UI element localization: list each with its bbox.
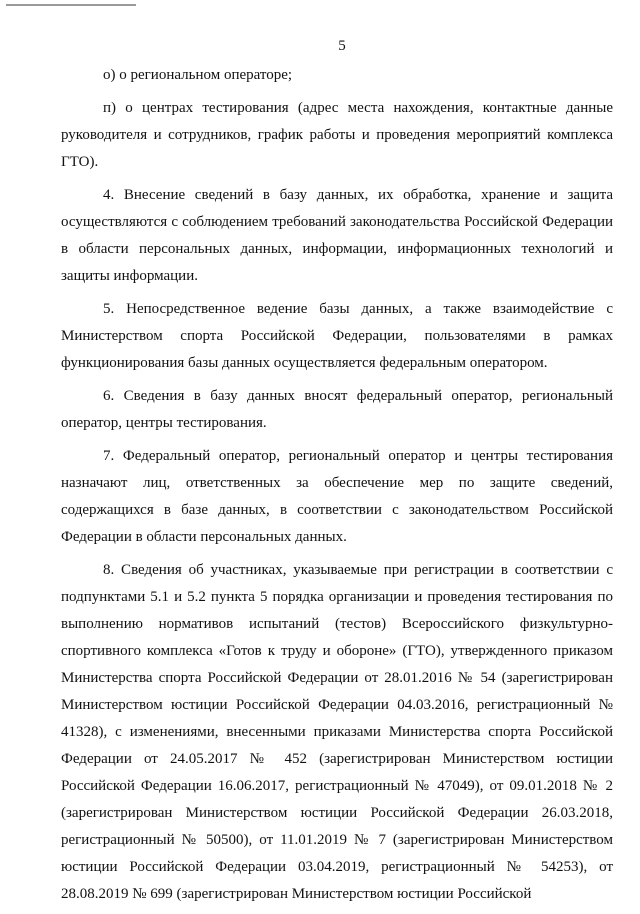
paragraph-4-data-entry: 4. Внесение сведений в базу данных, их обработка, хранение и защита осуществляются с соблюдением требований законодательства Российской Федерации в области персональных данных, информации, информационных технологий и защиты информации.	[61, 187, 613, 284]
paragraph-8-participant-info: 8. Сведения об участниках, указываемые при регистрации в соответствии с подпунктами 5.1 и 5.2 пункта 5 порядка организации и проведения тестирования по выполнению нормативов испытаний (тестов) Всероссийского физкультурно-спортивного комплекса «Готов к труду и обороне» (ГТО), утвержденного приказом Министерства спорта Российской Федерации от 28.01.2016 № 54 (зарегистрирован Министерством юстиции Российской Федерации 04.03.2016, регистрационный № 41328), с изменениями, внесенными приказами Министерства спорта Российской Федерации от 24.05.2017 № 452 (зарегистрирован Министерством юстиции Российской Федерации 16.06.2017, регистрационный № 47049), от 09.01.2018 № 2 (зарегистрирован Министерством юстиции Российской Федерации 26.03.2018, регистрационный № 50500), от 11.01.2019 № 7 (зарегистрирован Министерством юстиции Российской Федерации 03.04.2019, регистрационный № 54253), от 28.08.2019 № 699 (зарегистрирован Министерством юстиции Российской	[61, 562, 613, 902]
paragraph-6-data-input: 6. Сведения в базу данных вносят федеральный оператор, региональный оператор, центры тестирования.	[61, 388, 613, 431]
paragraph-o-regional-operator: о) о региональном операторе;	[103, 67, 293, 83]
paragraph-5-database-management: 5. Непосредственное ведение базы данных, а также взаимодействие с Министерством спорта Российской Федерации, пользователями в рамках функционирования базы данных осуществляется федеральным оператором.	[61, 301, 613, 371]
paragraph-p-testing-centers: п) о центрах тестирования (адрес места нахождения, контактные данные руководителя и сотрудников, график работы и проведения мероприятий комплекса ГТО).	[61, 100, 613, 170]
page-number: 5	[338, 38, 346, 54]
document-body	[61, 62, 613, 914]
paragraph-7-responsible-persons: 7. Федеральный оператор, региональный оператор и центры тестирования назначают лиц, ответственных за обеспечение мер по защите сведений, содержащихся в базе данных, в соответствии с законодательством Российской Федерации в области персональных данных.	[61, 448, 613, 545]
scan-edge-line	[6, 4, 136, 6]
